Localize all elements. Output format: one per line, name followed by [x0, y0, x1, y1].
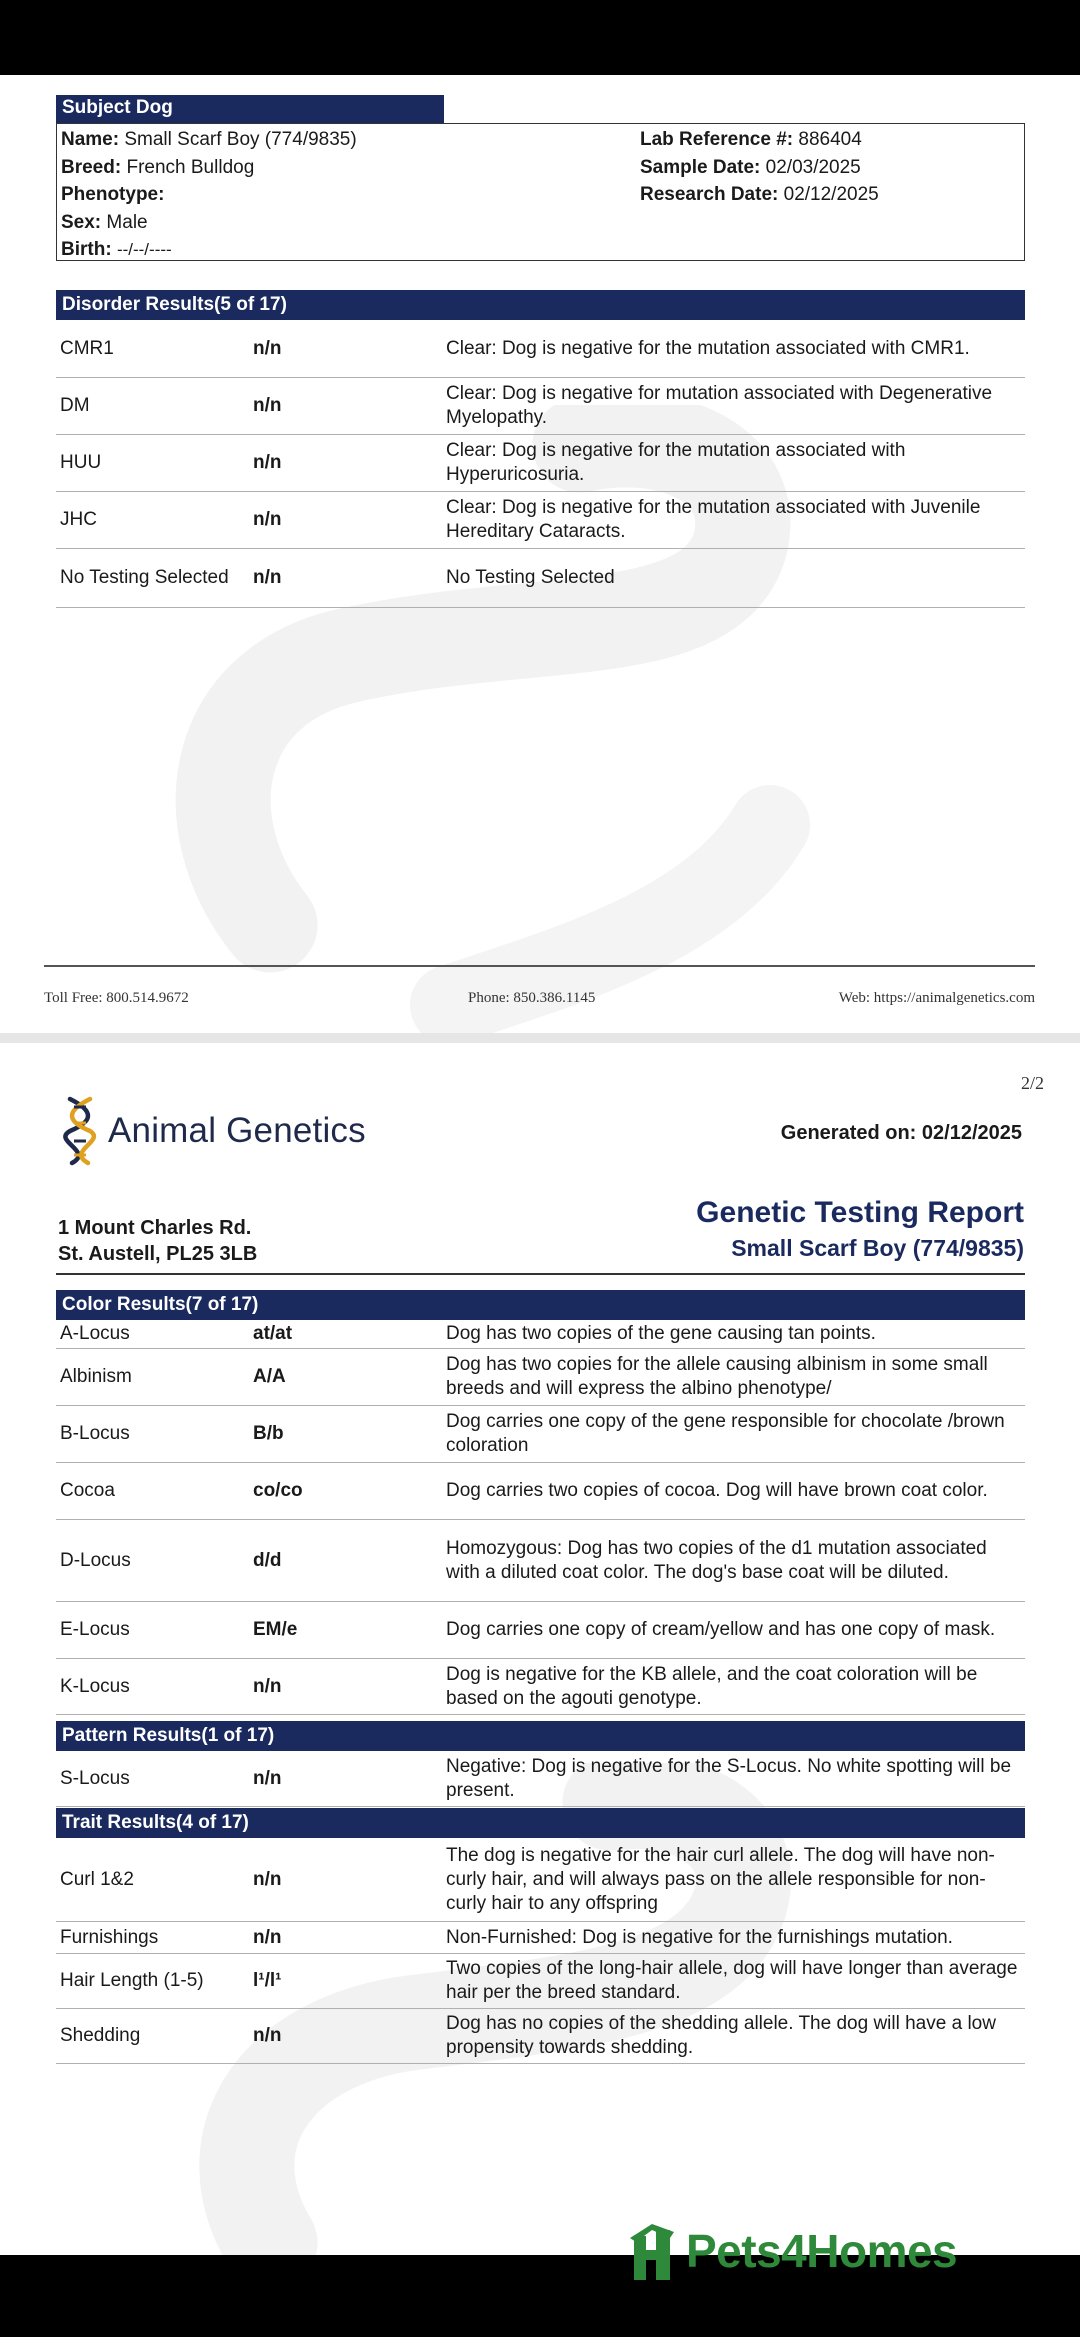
- test-description: Clear: Dog is negative for mutation associated with Degenerative Myelopathy.: [446, 383, 993, 428]
- lab-ref-line: [640, 126, 879, 154]
- test-result: n/n: [253, 567, 282, 588]
- sex-label: Sex:: [61, 211, 102, 233]
- test-description: Homozygous: Dog has two copies of the d1 mutation associated with a diluted coat color. The dog's base coat will be diluted.: [446, 1537, 987, 1583]
- test-result: n/n: [253, 395, 282, 416]
- table-row: [56, 492, 1025, 549]
- lab-address: [58, 1215, 257, 1267]
- footer-web: Web: https://animalgenetics.com: [838, 990, 1035, 1006]
- test-name: B-Locus: [60, 1423, 130, 1444]
- test-description: Two copies of the long-hair allele, dog will have longer than average hair per the breed standard.: [446, 1958, 1018, 2003]
- page-number: 2/2: [1020, 1073, 1044, 1093]
- test-name: Curl 1&2: [60, 1868, 134, 1890]
- birth-line: [61, 236, 357, 264]
- pattern-results-header: Pattern Results(1 of 17): [56, 1721, 1025, 1751]
- disorder-results-header: Disorder Results(5 of 17): [56, 290, 1025, 320]
- test-description: Dog has two copies of the gene causing tan points.: [446, 1323, 876, 1344]
- address-line-1: 1 Mount Charles Rd.: [58, 1217, 252, 1239]
- dog-breed: French Bulldog: [126, 156, 255, 178]
- test-description: Clear: Dog is negative for the mutation associated with Juvenile Hereditary Cataracts.: [446, 497, 981, 542]
- breed-line: [61, 154, 357, 182]
- pets4homes-watermark: [630, 2222, 957, 2280]
- test-result: n/n: [253, 1926, 282, 1948]
- test-result: EM/e: [253, 1619, 298, 1640]
- sex-line: [61, 209, 357, 237]
- lab-ref-label: Lab Reference #:: [640, 129, 794, 150]
- footer-divider: [44, 965, 1035, 967]
- phenotype-label: Phenotype:: [61, 184, 165, 205]
- generated-date: Generated on: 02/12/2025: [780, 1122, 1022, 1144]
- test-description: Clear: Dog is negative for the mutation associated with Hyperuricosuria.: [446, 440, 906, 485]
- test-result: B/b: [253, 1423, 284, 1444]
- lab-ref-value: 886404: [798, 129, 862, 150]
- test-result: n/n: [253, 1868, 282, 1890]
- table-row: [56, 1406, 1025, 1463]
- test-result: n/n: [253, 2025, 282, 2046]
- test-name: Hair Length (1-5): [60, 1970, 204, 1991]
- sample-date-value: 02/03/2025: [765, 156, 861, 178]
- test-result: co/co: [253, 1480, 303, 1501]
- test-name: K-Locus: [60, 1675, 130, 1697]
- test-result: at/at: [253, 1323, 293, 1344]
- table-row: [56, 1320, 1025, 1349]
- test-description: Non-Furnished: Dog is negative for the furnishings mutation.: [446, 1926, 953, 1948]
- test-description: The dog is negative for the hair curl allele. The dog will have non-curly hair, and will always pass on the allele responsible for non-curly hair to any offspring: [446, 1844, 995, 1914]
- sample-date-line: [640, 154, 879, 182]
- pets4homes-text: Pets4Homes: [686, 2225, 958, 2277]
- research-date-label: Research Date:: [640, 184, 779, 205]
- table-row: [56, 1954, 1025, 2009]
- test-result: n/n: [253, 1675, 282, 1697]
- test-name: JHC: [60, 509, 97, 530]
- pattern-results-section: [56, 1721, 1025, 1807]
- dna-helix-icon: [62, 1095, 98, 1167]
- table-row: [56, 1602, 1025, 1659]
- trait-results-header: Trait Results(4 of 17): [56, 1808, 1025, 1838]
- subject-left-column: [61, 126, 357, 264]
- table-row: [56, 378, 1025, 435]
- test-result: l¹/l¹: [253, 1970, 282, 1991]
- table-row: [56, 1838, 1025, 1922]
- test-name: Albinism: [60, 1366, 132, 1387]
- dog-birth: --/--/----: [116, 240, 172, 259]
- name-label: Name:: [61, 129, 120, 150]
- test-description: Dog has two copies for the allele causing albinism in some small breeds and will express the albino phenotype/: [446, 1354, 988, 1399]
- test-name: Shedding: [60, 2025, 141, 2046]
- test-name: No Testing Selected: [60, 567, 229, 588]
- table-row: [56, 549, 1025, 608]
- dog-sex: Male: [106, 211, 148, 233]
- subject-dog-header: Subject Dog: [56, 95, 444, 123]
- test-name: Cocoa: [60, 1480, 115, 1501]
- research-date-value: 02/12/2025: [783, 184, 879, 205]
- table-row: [56, 320, 1025, 378]
- animal-genetics-logo: [62, 1095, 366, 1167]
- table-row: [56, 2009, 1025, 2064]
- report-page-2: [0, 1043, 1080, 2255]
- test-name: Furnishings: [60, 1926, 159, 1948]
- trait-results-section: [56, 1808, 1025, 2064]
- test-result: n/n: [253, 1767, 282, 1789]
- report-title: Genetic Testing Report: [696, 1196, 1024, 1229]
- color-results-header: Color Results(7 of 17): [56, 1290, 1025, 1320]
- sample-date-label: Sample Date:: [640, 156, 761, 178]
- test-name: A-Locus: [60, 1323, 130, 1344]
- test-name: D-Locus: [60, 1549, 131, 1571]
- dog-name: Small Scarf Boy (774/9835): [124, 129, 357, 150]
- page-separator: [0, 1033, 1080, 1043]
- subject-dog-box: [56, 123, 1025, 261]
- birth-label: Birth:: [61, 239, 112, 260]
- test-result: n/n: [253, 452, 282, 473]
- test-description: Dog has no copies of the shedding allele. The dog will have a low propensity towards shedding.: [446, 2013, 996, 2058]
- footer-phone: Phone: 850.386.1145: [468, 990, 596, 1006]
- table-row: [56, 1463, 1025, 1520]
- test-result: n/n: [253, 337, 282, 359]
- report-page-1: [0, 75, 1080, 1033]
- table-row: [56, 1520, 1025, 1602]
- test-name: CMR1: [60, 337, 114, 359]
- disorder-results-section: [56, 290, 1025, 608]
- table-row: [56, 1751, 1025, 1807]
- test-description: Dog is negative for the KB allele, and the coat coloration will be based on the agouti genotype.: [446, 1663, 978, 1709]
- test-description: Clear: Dog is negative for the mutation associated with CMR1.: [446, 337, 970, 359]
- test-description: Dog carries two copies of cocoa. Dog will have brown coat color.: [446, 1480, 988, 1501]
- footer-toll-free: Toll Free: 800.514.9672: [44, 990, 189, 1006]
- breed-label: Breed:: [61, 156, 122, 178]
- test-name: HUU: [60, 452, 102, 473]
- test-result: n/n: [253, 509, 282, 530]
- test-name: S-Locus: [60, 1767, 130, 1789]
- test-description: Negative: Dog is negative for the S-Locus. No white spotting will be present.: [446, 1755, 1012, 1801]
- test-description: Dog carries one copy of the gene responsible for chocolate /brown coloration: [446, 1411, 1005, 1456]
- test-name: E-Locus: [60, 1619, 130, 1640]
- color-results-section: [56, 1290, 1025, 1715]
- test-name: DM: [60, 395, 90, 416]
- name-line: [61, 126, 357, 154]
- table-row: [56, 1922, 1025, 1954]
- test-description: Dog carries one copy of cream/yellow and has one copy of mask.: [446, 1619, 996, 1640]
- pets4homes-house-icon: [630, 2222, 680, 2280]
- table-row: [56, 435, 1025, 492]
- research-date-line: [640, 181, 879, 209]
- report-subject: Small Scarf Boy (774/9835): [731, 1235, 1024, 1261]
- phenotype-line: [61, 181, 357, 209]
- table-row: [56, 1659, 1025, 1715]
- test-description: No Testing Selected: [446, 567, 615, 588]
- header-divider: [56, 1273, 1025, 1275]
- logo-text: Animal Genetics: [108, 1111, 366, 1150]
- table-row: [56, 1349, 1025, 1406]
- subject-right-column: [640, 126, 879, 209]
- test-result: A/A: [253, 1366, 286, 1387]
- address-line-2: St. Austell, PL25 3LB: [58, 1243, 258, 1265]
- test-result: d/d: [253, 1549, 282, 1571]
